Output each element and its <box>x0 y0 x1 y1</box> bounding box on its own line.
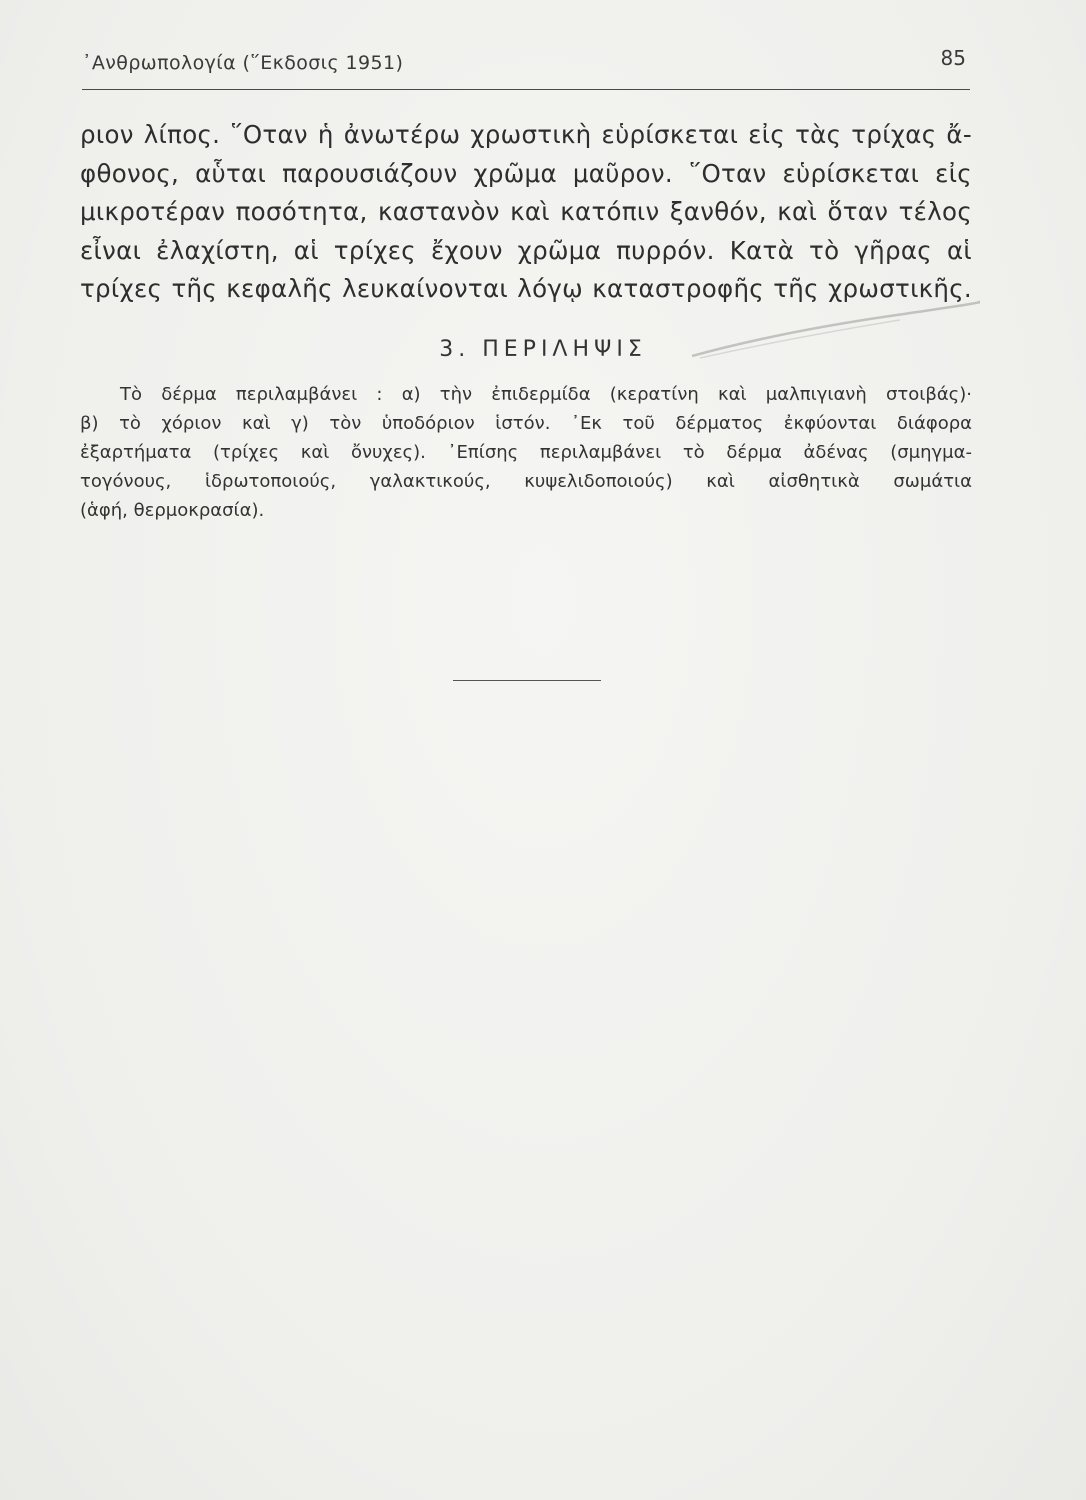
summary-line: (ἁφή, θερμοκρασία). <box>80 500 265 521</box>
summary-paragraph <box>80 380 972 525</box>
body-line: ριον λίπος. ῞Οταν ἡ ἀνωτέρω χρωστικὴ εὑρίσκεται εἰς τὰς τρίχας ἄ- <box>80 120 972 149</box>
summary-line: ἐξαρτήματα (τρίχες καὶ ὄνυχες). ᾿Επίσης περιλαμβάνει τὸ δέρμα ἀδένας (σμηγμα- <box>80 442 972 463</box>
summary-line: τογόνους, ἱδρωτοποιούς, γαλακτικούς, κυψελιδοποιούς) καὶ αἰσθητικὰ σωμάτια <box>80 471 972 492</box>
end-rule <box>453 680 601 681</box>
body-line: μικροτέραν ποσότητα, καστανὸν καὶ κατόπιν ξανθόν, καὶ ὅταν τέλος <box>80 197 972 226</box>
body-line: φθονος, αὗται παρουσιάζουν χρῶμα μαῦρον. ῞Οταν εὑρίσκεται εἰς <box>80 158 972 188</box>
body-line: τρίχες τῆς κεφαλῆς λευκαίνονται λόγῳ καταστροφῆς τῆς χρωστικῆς. <box>80 274 972 303</box>
body-line: εἶναι ἐλαχίστη, αἱ τρίχες ἔχουν χρῶμα πυρρόν. Κατὰ τὸ γῆρας αἱ <box>80 235 972 265</box>
running-title: ᾿Ανθρωπολογία (῞Εκδοσις 1951) <box>82 52 404 74</box>
section-heading: 3. ΠΕΡΙΛΗΨΙΣ <box>439 337 647 362</box>
header-rule <box>82 89 970 90</box>
running-header <box>82 46 972 86</box>
summary-line: Τὸ δέρμα περιλαμβάνει : α) τὴν ἐπιδερμίδα (κερατίνη καὶ μαλπιγιανὴ στοιβάς)· <box>120 384 972 405</box>
body-paragraph <box>80 116 972 309</box>
page-number: 85 <box>940 46 966 70</box>
summary-line: β) τὸ χόριον καὶ γ) τὸν ὑποδόριον ἱστόν. ᾿Εκ τοῦ δέρματος ἐκφύονται διάφορα <box>80 413 972 434</box>
